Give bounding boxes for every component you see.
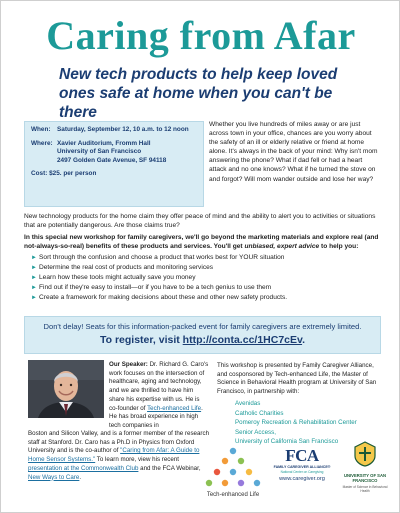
banner-register: To register, visit http://conta.cc/1HC7cEv.	[99, 334, 305, 346]
tech-enhanced-life-caption: Tech-enhanced Life	[206, 492, 260, 498]
speaker-photo	[28, 360, 104, 418]
usf-seal-icon	[353, 441, 377, 467]
bullet-arrow-icon: ►	[31, 295, 37, 301]
benefits-list	[31, 253, 371, 303]
list-item: Senior Access,	[235, 428, 276, 436]
event-details-box	[24, 121, 204, 207]
tech-enhanced-life-link[interactable]: Tech-enhanced Life	[147, 404, 202, 412]
event-cost: Cost: $25. per person	[31, 170, 97, 178]
workshop-paragraph	[24, 233, 379, 251]
where-line-1: Xavier Auditorium, Fromm Hall	[57, 139, 151, 147]
where-line-3: 2497 Golden Gate Avenue, SF 94118	[57, 156, 167, 164]
workshop-emphasis: unbiased, expert advice	[244, 243, 320, 251]
list-item: ► Sort through the confusion and choose a product that works best for YOUR situation	[31, 254, 285, 261]
list-item: Avenidas	[235, 400, 261, 407]
banner-notice: Don't delay! Seats for this information-packed event for family caregivers are extremely limited.	[43, 322, 362, 331]
flyer-title: Caring from Afar	[46, 13, 356, 58]
list-item: ► Determine the real cost of products and monitoring services	[31, 264, 214, 271]
sponsors-paragraph: This workshop is presented by Family Caregiver Alliance, and cosponsored by Tech-enhanced Life, the Master of Science in Behavioral Health program at University of San Francisco, in partnership with:	[217, 362, 377, 396]
partner-list	[235, 399, 357, 447]
list-item: ► Find out if they're easy to install—or if you have to be a tech genius to use them	[31, 284, 272, 291]
fca-url: www.caregiver.org	[279, 476, 325, 482]
where-value	[57, 140, 166, 166]
bullet-arrow-icon: ►	[31, 255, 37, 261]
flyer-subtitle: New tech products to help keep loved ones safe at home when you can't be there	[59, 66, 338, 121]
tech-enhanced-life-logo	[205, 441, 261, 503]
bullet-arrow-icon: ►	[31, 285, 37, 291]
commonwealth-club-link[interactable]: presentation at the Commonwealth Club	[28, 464, 139, 472]
usf-name: UNIVERSITY OF SAN FRANCISCO	[343, 473, 387, 483]
book-link[interactable]: "Caring from Afar: A Guide to Home Sensor Systems."	[28, 447, 200, 464]
bullet-arrow-icon: ►	[31, 265, 37, 271]
fca-logo	[271, 447, 333, 487]
people-icon	[205, 441, 261, 491]
list-item: Pomeroy Recreation & Rehabilitation Center	[235, 419, 357, 427]
speaker-bio: Our Speaker: Dr. Richard G. Caro's work focuses on the intersection of healthcare, aging and technology, and we are thrilled to have him share his expertise with us. He is co-founder of Tech-enhanced Life. He has broad experience in high tech companies in	[109, 361, 209, 429]
speaker-label: Our Speaker:	[109, 361, 148, 368]
event-where-row	[31, 140, 197, 166]
where-line-2: University of San Francisco	[57, 148, 142, 156]
list-item: Catholic Charities	[235, 409, 284, 417]
usf-logo	[341, 441, 389, 499]
when-label: When:	[31, 126, 51, 133]
list-item: ► Create a framework for making decisions about these and other new safety products.	[31, 294, 288, 301]
list-item: University of California San Francisco	[235, 438, 339, 446]
workshop-text-b: to help you:	[319, 243, 359, 251]
when-value: Saturday, September 12, 10 a.m. to 12 noon	[57, 126, 189, 133]
register-banner	[24, 316, 381, 354]
claims-paragraph: New technology products for the home claim they offer peace of mind and the ability to alert you to activities or situations that are potentially dangerous. Are those claims true?	[24, 213, 376, 230]
workshop-text-a: In this special new workshop for family caregivers, we'll go beyond the marketing materials and explore real (and not-always-so-real) benefits of these products and services. You'll get	[24, 234, 379, 251]
fca-name: FAMILY CAREGIVER ALLIANCE®	[273, 465, 331, 469]
event-when-row	[31, 126, 197, 135]
webinar-link[interactable]: New Ways to Care	[28, 473, 80, 481]
usf-subtitle: Master of Science in Behavioral Health	[342, 485, 388, 493]
bullet-arrow-icon: ►	[31, 275, 37, 281]
register-link[interactable]: http://conta.cc/1HC7cEv	[182, 334, 303, 346]
speaker-bio-continued: Boston and Silicon Valley, and is a former member of the research staff at Stanford. Dr. Caro has a Ph.D in Physics from Oxford University and is the co-author of "Caring from Afar: A Guide to Home Sensor Systems." To learn more, view his recent presentation at the Commonwealth Club and the FCA Webinar, New Ways to Care.	[28, 430, 210, 481]
intro-paragraph: Whether you live hundreds of miles away or are just across town in your office, chances are you worry about the safety of an ill or elderly relative or friend at home alone. It's always in the back of your mind: Why isn't mom answering the phone? What if dad fell or had a heart attack and no one knows? What if he turned the stove on and forgot? Will mom wander outside and lose her way?	[209, 121, 378, 183]
list-item: ► Learn how these tools might actually save you money	[31, 274, 196, 281]
fca-abbr: FCA	[285, 446, 319, 465]
where-label: Where:	[31, 139, 53, 147]
fca-tagline: National Center on Caregiving	[280, 470, 324, 474]
